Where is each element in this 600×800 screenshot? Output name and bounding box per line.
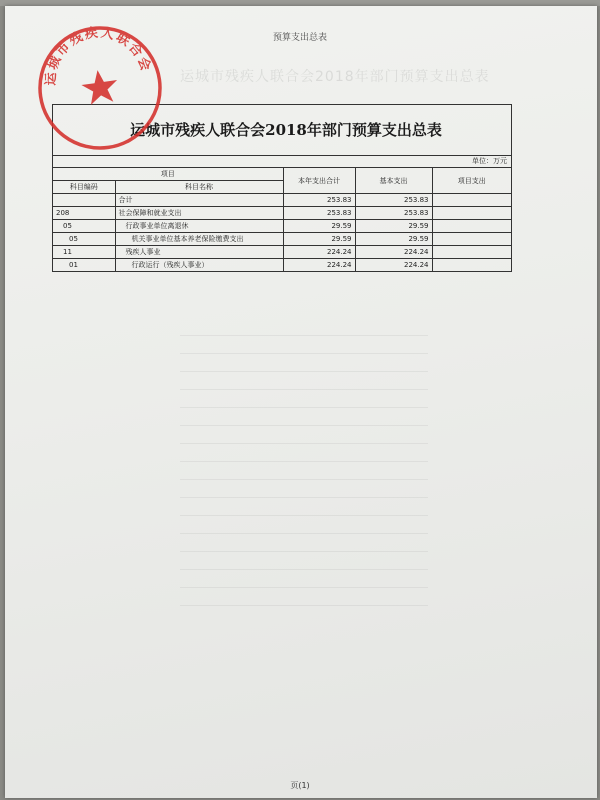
cell-basic: 224.24 bbox=[355, 246, 432, 259]
cell-code: 05 bbox=[53, 233, 115, 246]
page-header: 预算支出总表 bbox=[272, 33, 327, 43]
cell-project bbox=[432, 194, 511, 207]
bleed-through-text: 运城市残疾人联合会2018年部门预算支出总表 bbox=[180, 69, 490, 85]
cell-project bbox=[432, 246, 511, 259]
cell-project bbox=[432, 207, 511, 220]
cell-code: 208 bbox=[53, 207, 115, 220]
cell-name: 机关事业单位基本养老保险缴费支出 bbox=[115, 233, 283, 246]
cell-name: 残疾人事业 bbox=[115, 246, 283, 259]
bleed-through-grid bbox=[180, 318, 428, 618]
cell-total: 29.59 bbox=[283, 220, 355, 233]
report-title: 运城市残疾人联合会2018年部门预算支出总表 bbox=[53, 105, 511, 156]
cell-project bbox=[432, 259, 511, 272]
unit-label: 单位：万元 bbox=[53, 156, 511, 168]
cell-total: 253.83 bbox=[283, 194, 355, 207]
cell-code: 05 bbox=[53, 220, 115, 233]
cell-code: 11 bbox=[53, 246, 115, 259]
table-row bbox=[53, 220, 511, 233]
cell-basic: 29.59 bbox=[355, 220, 432, 233]
cell-total: 29.59 bbox=[283, 233, 355, 246]
cell-name: 社会保障和就业支出 bbox=[115, 207, 283, 220]
cell-code: 01 bbox=[53, 259, 115, 272]
header-basic: 基本支出 bbox=[355, 168, 432, 194]
table-row bbox=[53, 207, 511, 220]
header-code: 科目编码 bbox=[53, 181, 115, 194]
cell-project bbox=[432, 220, 511, 233]
header-total: 本年支出合计 bbox=[283, 168, 355, 194]
cell-name: 行政事业单位离退休 bbox=[115, 220, 283, 233]
table-row-total bbox=[53, 194, 511, 207]
table-row bbox=[53, 233, 511, 246]
cell-name: 合计 bbox=[115, 194, 283, 207]
cell-total: 253.83 bbox=[283, 207, 355, 220]
cell-basic: 29.59 bbox=[355, 233, 432, 246]
table-row bbox=[53, 246, 511, 259]
page-footer: 页(1) bbox=[290, 781, 310, 790]
header-project: 项目支出 bbox=[432, 168, 511, 194]
header-name: 科目名称 bbox=[115, 181, 283, 194]
cell-basic: 253.83 bbox=[355, 207, 432, 220]
table-row bbox=[53, 259, 511, 272]
cell-basic: 253.83 bbox=[355, 194, 432, 207]
star-icon bbox=[80, 68, 120, 106]
header-row-top bbox=[53, 168, 511, 181]
cell-code bbox=[53, 194, 115, 207]
cell-total: 224.24 bbox=[283, 246, 355, 259]
cell-total: 224.24 bbox=[283, 259, 355, 272]
cell-name: 行政运行（残疾人事业） bbox=[115, 259, 283, 272]
cell-project bbox=[432, 233, 511, 246]
expenditure-table bbox=[53, 168, 511, 271]
cell-basic: 224.24 bbox=[355, 259, 432, 272]
header-item-group: 项目 bbox=[53, 168, 283, 181]
seal-text: 运城市残疾人联合会 bbox=[43, 25, 154, 86]
